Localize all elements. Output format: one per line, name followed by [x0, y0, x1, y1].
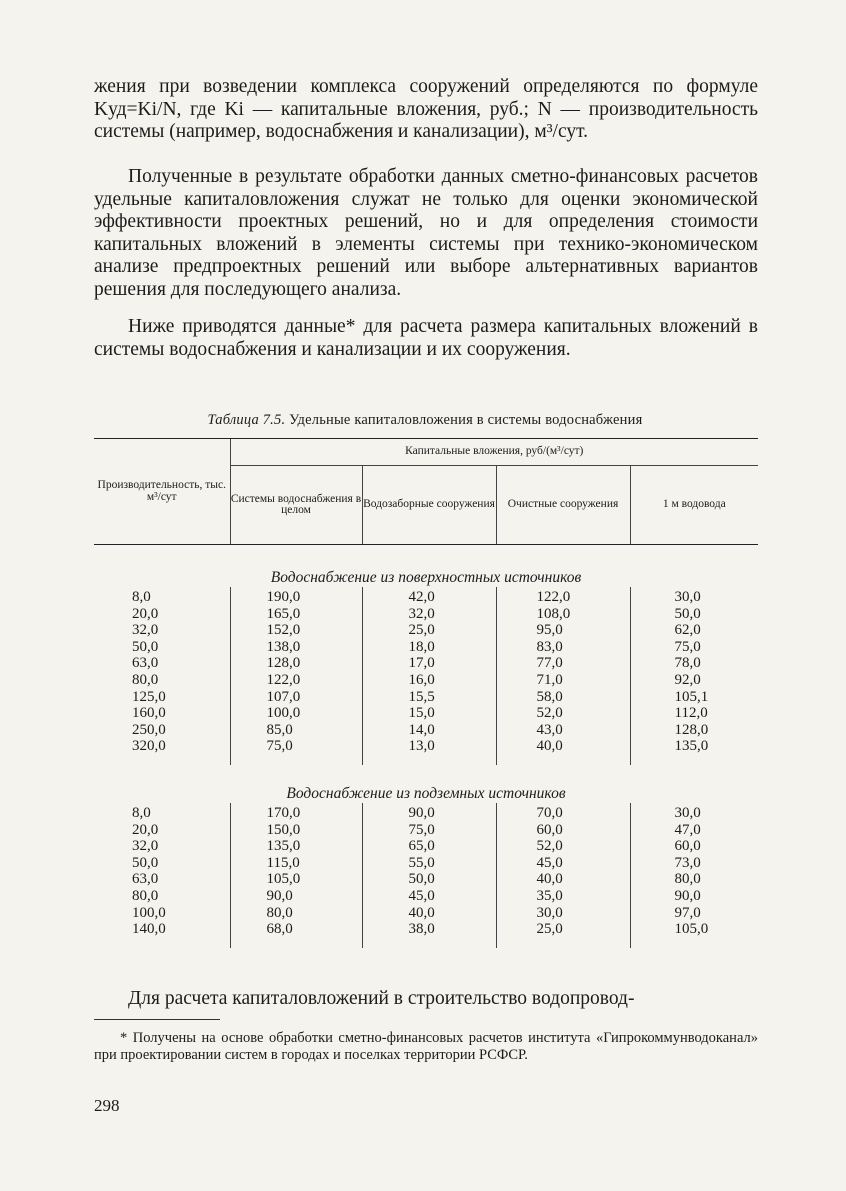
table-row — [94, 803, 758, 822]
table-cell: 8,0 — [132, 804, 151, 821]
table-spacer-cell — [362, 938, 496, 948]
table-cell: 100,0 — [132, 904, 166, 921]
table-spacer-row — [94, 938, 758, 948]
section-heading-underground — [94, 765, 758, 803]
table-cell: 190,0 — [230, 587, 362, 606]
table-row — [94, 838, 758, 855]
table-caption — [94, 412, 756, 429]
table-spacer-row — [94, 755, 758, 765]
section-title-surface: Водоснабжение из поверхностных источников — [270, 569, 582, 587]
table-row — [94, 672, 758, 689]
table-cell: 75,0 — [630, 639, 758, 656]
table-cell: 43,0 — [496, 722, 630, 739]
table-cell: 80,0 — [630, 871, 758, 888]
table-cell: 52,0 — [496, 705, 630, 722]
table-row — [94, 606, 758, 623]
table-cell: 122,0 — [230, 672, 362, 689]
table-cell: 152,0 — [230, 622, 362, 639]
footnote-rule — [94, 1019, 220, 1020]
table-cell: 68,0 — [230, 921, 362, 938]
table-cell: 85,0 — [230, 722, 362, 739]
table-row — [94, 622, 758, 639]
table-cell: 90,0 — [362, 803, 496, 822]
table-cell: 50,0 — [362, 871, 496, 888]
table-cell: 90,0 — [230, 888, 362, 905]
table-cell: 83,0 — [496, 639, 630, 656]
table-cell: 35,0 — [496, 888, 630, 905]
section-body-surface — [94, 587, 758, 765]
section-body-underground — [94, 803, 758, 948]
table-cell: 55,0 — [362, 855, 496, 872]
table-cell: 112,0 — [630, 705, 758, 722]
table-cell: 135,0 — [230, 838, 362, 855]
paragraph-data-intro: Ниже приводятся данные* для расчета размера капитальных вложений в системы водоснабжения и канализации и их сооружения. — [94, 316, 758, 360]
table-cell: 63,0 — [132, 655, 159, 672]
table-cell: 71,0 — [496, 672, 630, 689]
table-cell: 47,0 — [630, 822, 758, 839]
page-number: 298 — [94, 1096, 120, 1115]
footnote: * Получены на основе обработки сметно-финансовых расчетов института «Гипрокоммунводоканал» при проектировании систем в городах и поселках территории РСФСР. — [94, 1030, 758, 1063]
table-row — [94, 822, 758, 839]
table-cell: 60,0 — [496, 822, 630, 839]
table-cell: 135,0 — [630, 738, 758, 755]
table-row — [94, 705, 758, 722]
table-cell: 65,0 — [362, 838, 496, 855]
table-cell: 320,0 — [132, 738, 166, 755]
table-cell: 30,0 — [630, 803, 758, 822]
header-system-total: Системы водоснабжения в целом — [230, 466, 362, 545]
table-cell: 80,0 — [230, 905, 362, 922]
section-heading-surface — [94, 545, 758, 588]
table-row — [94, 587, 758, 606]
table-cell: 140,0 — [132, 921, 166, 938]
table-row — [94, 855, 758, 872]
header-capital-investments: Капитальные вложения, руб/(м³/сут) — [230, 439, 758, 466]
paragraph-after-table: Для расчета капиталовложений в строительство водопровод- — [128, 988, 635, 1009]
table-caption-label: Таблица 7.5. — [207, 412, 286, 428]
table-cell: 25,0 — [362, 622, 496, 639]
table-cell: 20,0 — [132, 821, 159, 838]
table-spacer-cell — [94, 938, 230, 948]
table-cell: 30,0 — [496, 905, 630, 922]
table-caption-text: Удельные капиталовложения в системы водоснабжения — [289, 412, 643, 428]
table-cell: 95,0 — [496, 622, 630, 639]
table-cell: 30,0 — [630, 587, 758, 606]
table-row — [94, 738, 758, 755]
paragraph-continuation: жения при возведении комплекса сооружений определяются по формуле Kуд=Ki/N, где Ki — капитальные вложения, руб.; N — производительность системы (например, водоснабжения и канализации), м³/сут. — [94, 76, 758, 143]
table-cell: 62,0 — [630, 622, 758, 639]
table-cell: 105,0 — [230, 871, 362, 888]
table-cell: 40,0 — [496, 871, 630, 888]
table-cell: 63,0 — [132, 871, 159, 888]
table-spacer-cell — [630, 755, 758, 765]
table-cell: 58,0 — [496, 689, 630, 706]
table-cell: 80,0 — [132, 671, 159, 688]
table-cell: 17,0 — [362, 655, 496, 672]
table-spacer-cell — [496, 938, 630, 948]
table-cell: 97,0 — [630, 905, 758, 922]
table-cell: 60,0 — [630, 838, 758, 855]
table-cell: 75,0 — [230, 738, 362, 755]
table-cell: 105,1 — [630, 689, 758, 706]
table-cell: 32,0 — [132, 838, 159, 855]
table-spacer-cell — [496, 755, 630, 765]
table-cell: 108,0 — [496, 606, 630, 623]
table-cell: 73,0 — [630, 855, 758, 872]
table-cell: 50,0 — [630, 606, 758, 623]
table-cell: 38,0 — [362, 921, 496, 938]
header-production: Производительность, тыс. м³/сут — [94, 439, 230, 545]
table-cell: 160,0 — [132, 705, 166, 722]
table-cell: 128,0 — [630, 722, 758, 739]
table-cell: 25,0 — [496, 921, 630, 938]
table-cell: 165,0 — [230, 606, 362, 623]
investment-table — [94, 438, 758, 948]
table-cell: 52,0 — [496, 838, 630, 855]
table-spacer-cell — [230, 938, 362, 948]
table-cell: 90,0 — [630, 888, 758, 905]
table-cell: 32,0 — [362, 606, 496, 623]
table-spacer-cell — [94, 755, 230, 765]
table-cell: 50,0 — [132, 638, 159, 655]
table-spacer-cell — [630, 938, 758, 948]
header-treatment: Очистные сооружения — [496, 466, 630, 545]
table-cell: 80,0 — [132, 887, 159, 904]
table-cell: 100,0 — [230, 705, 362, 722]
table-cell: 70,0 — [496, 803, 630, 822]
table-cell: 8,0 — [132, 589, 151, 605]
table-cell: 15,0 — [362, 705, 496, 722]
table-cell: 32,0 — [132, 622, 159, 639]
table-row — [94, 722, 758, 739]
table-spacer-cell — [362, 755, 496, 765]
table-row — [94, 921, 758, 938]
table-cell: 13,0 — [362, 738, 496, 755]
table-cell: 138,0 — [230, 639, 362, 656]
table-cell: 150,0 — [230, 822, 362, 839]
table-cell: 125,0 — [132, 688, 166, 705]
table-row — [94, 655, 758, 672]
table-cell: 15,5 — [362, 689, 496, 706]
table-cell: 40,0 — [496, 738, 630, 755]
table-cell: 16,0 — [362, 672, 496, 689]
table-cell: 42,0 — [362, 587, 496, 606]
table-spacer-cell — [230, 755, 362, 765]
table-row — [94, 689, 758, 706]
table-cell: 45,0 — [496, 855, 630, 872]
table-cell: 75,0 — [362, 822, 496, 839]
table-cell: 128,0 — [230, 655, 362, 672]
table-cell: 122,0 — [496, 587, 630, 606]
table-cell: 105,0 — [630, 921, 758, 938]
header-intake: Водозаборные сооружения — [362, 466, 496, 545]
table-cell: 18,0 — [362, 639, 496, 656]
table-cell: 115,0 — [230, 855, 362, 872]
table-cell: 20,0 — [132, 605, 159, 622]
table-cell: 107,0 — [230, 689, 362, 706]
table-row — [94, 905, 758, 922]
table-cell: 14,0 — [362, 722, 496, 739]
table-row — [94, 888, 758, 905]
table-row — [94, 871, 758, 888]
table-row — [94, 639, 758, 656]
table-cell: 170,0 — [230, 803, 362, 822]
table-cell: 92,0 — [630, 672, 758, 689]
table-cell: 50,0 — [132, 854, 159, 871]
header-pipe-meter: 1 м водовода — [630, 466, 758, 545]
table-cell: 78,0 — [630, 655, 758, 672]
section-title-underground: Водоснабжение из подземных источников — [286, 785, 566, 803]
table-cell: 77,0 — [496, 655, 630, 672]
paragraph-unit-investments: Полученные в результате обработки данных сметно-финансовых расчетов удельные капиталовложения служат не только для оценки экономической эффективности проектных решений, но и для определения стоимости капитальных вложений в элементы системы при технико-экономическом анализе предпроектных решений или выборе альтернативных вариантов решения для последующего анализа. — [94, 166, 758, 300]
table-cell: 250,0 — [132, 721, 166, 738]
table-cell: 40,0 — [362, 905, 496, 922]
table-cell: 45,0 — [362, 888, 496, 905]
